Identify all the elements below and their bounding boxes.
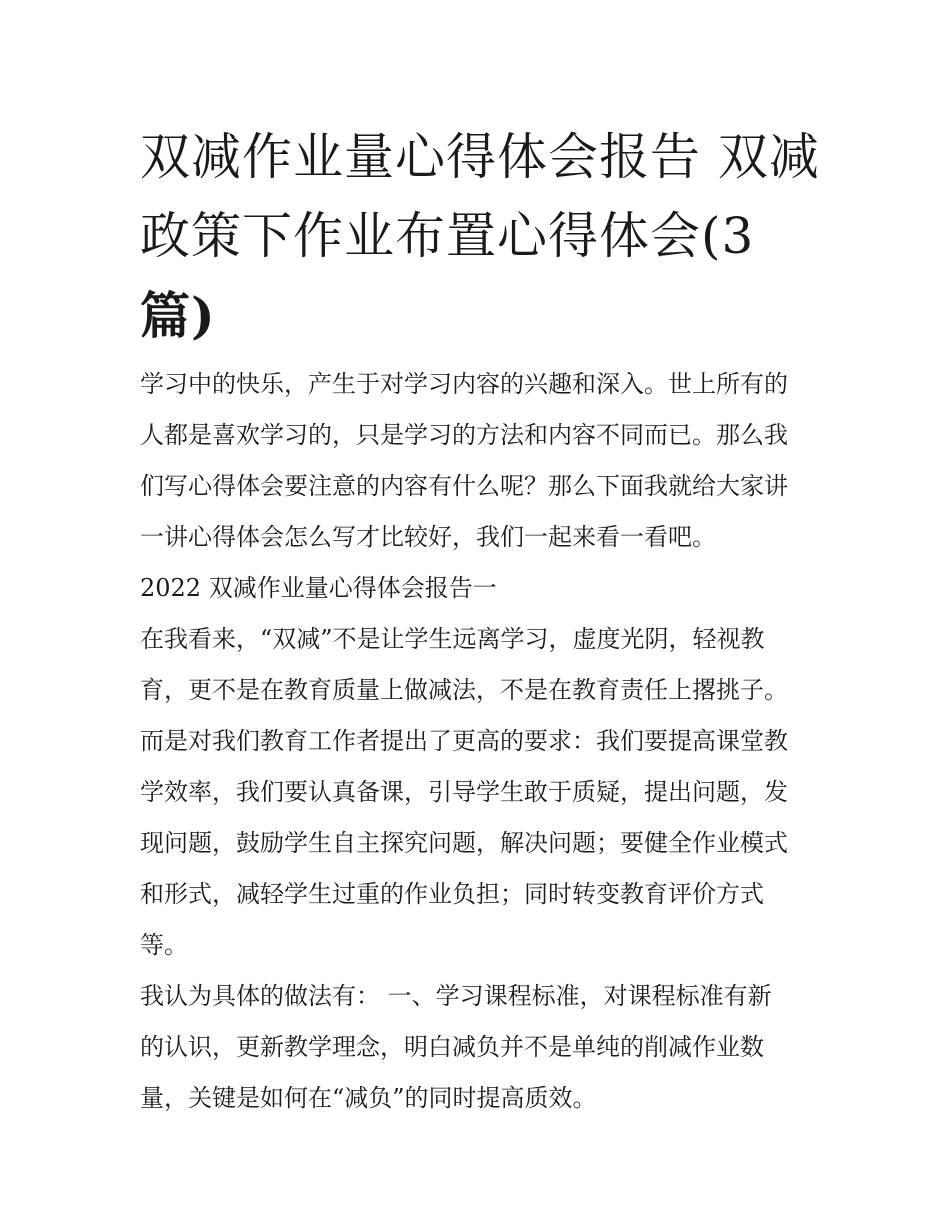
text-line: 我认为具体的做法有： 一、学习课程标准，对课程标准有新 bbox=[140, 982, 772, 1010]
text-line: 人都是喜欢学习的，只是学习的方法和内容不同而已。那么我 bbox=[140, 421, 788, 449]
text-line: 学习中的快乐，产生于对学习内容的兴趣和深入。世上所有的 bbox=[140, 370, 788, 398]
body-paragraph-2 bbox=[140, 971, 820, 1124]
text-line: 和形式，减轻学生过重的作业负担；同时转变教育评价方式 bbox=[140, 880, 764, 908]
body-paragraph-1 bbox=[140, 614, 820, 971]
title-line: 政策下作业布置心得体会(3 bbox=[140, 207, 755, 265]
text-line: 一讲心得体会怎么写才比较好，我们一起来看一看吧。 bbox=[140, 523, 716, 551]
text-line: 等。 bbox=[140, 931, 188, 959]
text-line: 的认识，更新教学理念，明白减负并不是单纯的削减作业数 bbox=[140, 1033, 764, 1061]
intro-paragraph bbox=[140, 359, 820, 563]
text-line: 在我看来，“双减”不是让学生远离学习，虚度光阴，轻视教 bbox=[140, 625, 765, 653]
text-line: 们写心得体会要注意的内容有什么呢？那么下面我就给大家讲 bbox=[140, 472, 788, 500]
text-line: 量，关键是如何在“减负”的同时提高质效。 bbox=[140, 1084, 597, 1112]
title-line: 双减作业量心得体会报告 双减 bbox=[140, 128, 820, 186]
text-line: 育，更不是在教育质量上做减法，不是在教育责任上撂挑子。 bbox=[140, 676, 788, 704]
text-line: 学效率，我们要认真备课，引导学生敢于质疑，提出问题，发 bbox=[140, 778, 788, 806]
text-line: 现问题，鼓励学生自主探究问题，解决问题；要健全作业模式 bbox=[140, 829, 788, 857]
section-heading: 2022 双减作业量心得体会报告一 bbox=[140, 574, 497, 602]
text-line: 而是对我们教育工作者提出了更高的要求：我们要提高课堂教 bbox=[140, 727, 788, 755]
title-line: 篇) bbox=[140, 286, 216, 345]
document-title bbox=[140, 118, 820, 355]
document-page bbox=[140, 118, 820, 1124]
